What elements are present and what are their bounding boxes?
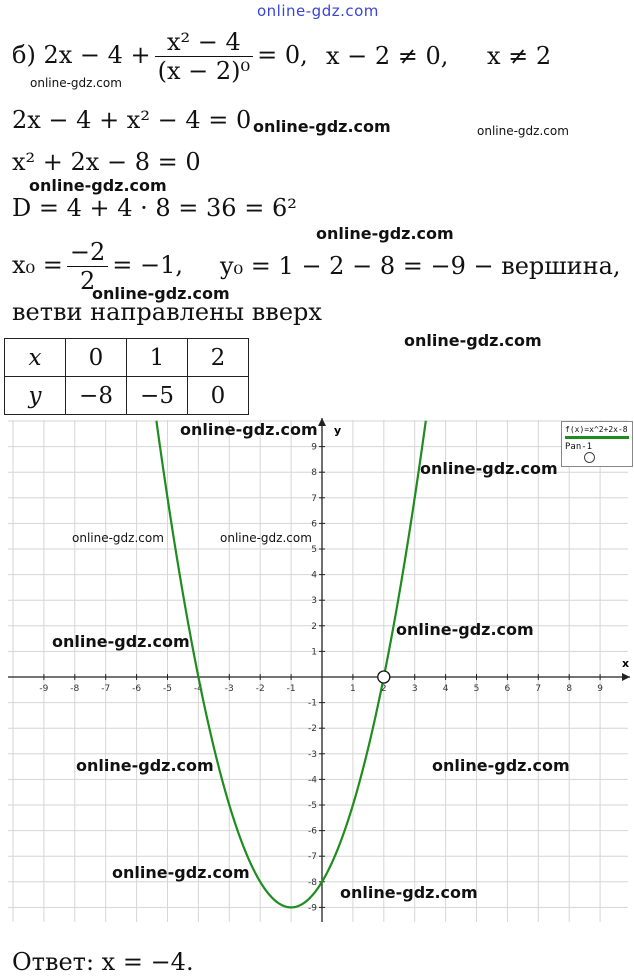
x-tick-label: -9 — [39, 684, 49, 694]
watermark: online-gdz.com — [396, 620, 534, 639]
x-axis-label: x — [622, 657, 630, 670]
y-tick-label: -6 — [308, 826, 317, 837]
axes — [8, 418, 630, 922]
function-graph — [0, 416, 634, 946]
table-cell: −8 — [66, 377, 127, 415]
x-tick-label: 8 — [566, 684, 573, 694]
y-axis-arrow — [318, 418, 326, 426]
watermark: online-gdz.com — [72, 531, 164, 545]
table-cell: x — [5, 339, 66, 377]
watermark: online-gdz.com — [477, 124, 569, 138]
grid-lines — [8, 420, 628, 922]
watermark: online-gdz.com — [92, 284, 230, 303]
site-watermark-top: online-gdz.com — [257, 2, 379, 20]
legend-sub: Pan-1 — [565, 442, 593, 452]
answer-line: Ответ: x = −4. — [12, 948, 194, 976]
equation-line-3: x² + 2x − 8 = 0 — [12, 148, 201, 176]
x-tick-label: -6 — [132, 684, 142, 694]
y-tick-label: 4 — [311, 570, 317, 581]
y-tick-label: -8 — [308, 877, 317, 888]
cursor-icon — [584, 452, 595, 463]
excluded-point-marker — [378, 671, 390, 683]
x-tick-label: -7 — [101, 684, 111, 694]
vertex-x-numerator: −2 — [67, 238, 108, 267]
x-tick-label: -2 — [255, 684, 265, 694]
eq1-denominator: (x − 2)⁰ — [157, 57, 251, 85]
x-tick-label: 4 — [442, 684, 449, 694]
watermark: online-gdz.com — [220, 531, 312, 545]
watermark: online-gdz.com — [29, 176, 167, 195]
watermark: online-gdz.com — [52, 632, 190, 651]
y-tick-label: 8 — [311, 468, 317, 479]
x-tick-label: 7 — [535, 684, 542, 694]
x-axis-arrow — [622, 673, 630, 681]
watermark: online-gdz.com — [180, 420, 318, 439]
y-tick-label: -1 — [308, 698, 317, 709]
table-cell: 0 — [66, 339, 127, 377]
x-tick-label: -3 — [224, 684, 234, 694]
eq1-condition-2: x ≠ 2 — [487, 42, 552, 70]
y-axis-label: y — [334, 424, 342, 437]
table-cell: y — [5, 377, 66, 415]
x-tick-label: 3 — [411, 684, 418, 694]
graph-legend — [561, 421, 633, 467]
table-cell: 1 — [127, 339, 188, 377]
x-tick-label: 9 — [597, 684, 603, 694]
y-tick-label: -9 — [308, 903, 317, 914]
problem-label: б) — [12, 41, 36, 69]
eq1-right: = 0, — [257, 41, 308, 69]
table-cell: 2 — [188, 339, 249, 377]
y-tick-label: 2 — [311, 621, 317, 632]
value-table — [4, 338, 249, 415]
vertex-x-denominator: 2 — [79, 267, 96, 295]
watermark: online-gdz.com — [30, 76, 122, 90]
vertex-x-left: x₀ = — [12, 251, 63, 279]
x-tick-label: -1 — [286, 684, 296, 694]
x-tick-label: -8 — [70, 684, 80, 694]
x-tick-label: 1 — [350, 684, 356, 694]
eq1-left: 2x − 4 + — [43, 41, 151, 69]
vertex-y-line: y₀ = 1 − 2 − 8 = −9 − вершина, — [220, 252, 621, 280]
tick-labels — [39, 443, 603, 914]
x-tick-label: 6 — [504, 684, 511, 694]
table-row — [5, 339, 249, 377]
y-tick-label: -2 — [308, 724, 317, 735]
y-tick-label: -7 — [308, 852, 317, 863]
table-cell: −5 — [127, 377, 188, 415]
y-tick-label: 3 — [311, 596, 317, 607]
eq1-condition-1: x − 2 ≠ 0, — [326, 42, 449, 70]
y-tick-label: -4 — [308, 775, 317, 786]
y-tick-label: -5 — [308, 801, 317, 811]
equation-line-2: 2x − 4 + x² − 4 = 0 — [12, 106, 252, 134]
table-cell: 0 — [188, 377, 249, 415]
watermark: online-gdz.com — [340, 883, 478, 902]
x-tick-label: -5 — [163, 684, 172, 694]
y-tick-label: 6 — [311, 519, 317, 530]
y-tick-label: 7 — [311, 493, 317, 504]
watermark: online-gdz.com — [112, 863, 250, 882]
y-tick-label: 9 — [311, 442, 317, 453]
watermark: online-gdz.com — [316, 224, 454, 243]
y-tick-label: 1 — [311, 647, 317, 658]
discriminant-line: D = 4 + 4 · 8 = 36 = 6² — [12, 194, 297, 222]
eq1-numerator: x² − 4 — [155, 28, 254, 57]
legend-line-swatch — [565, 436, 629, 439]
watermark: online-gdz.com — [76, 756, 214, 775]
watermark: online-gdz.com — [404, 331, 542, 350]
watermark: online-gdz.com — [420, 459, 558, 478]
y-tick-label: 5 — [311, 545, 317, 555]
x-tick-label: -4 — [193, 684, 203, 694]
vertex-x-right: = −1, — [112, 251, 184, 279]
x-tick-label: 5 — [473, 684, 480, 694]
x-tick-label: 2 — [380, 684, 387, 694]
table-row — [5, 377, 249, 415]
y-tick-label: -3 — [308, 749, 317, 760]
eq1-fraction — [155, 28, 254, 85]
watermark: online-gdz.com — [432, 756, 570, 775]
legend-formula: f(x)=x^2+2x-8 — [565, 425, 628, 434]
watermark: online-gdz.com — [253, 117, 391, 136]
branches-line: ветви направлены вверх — [12, 298, 322, 326]
